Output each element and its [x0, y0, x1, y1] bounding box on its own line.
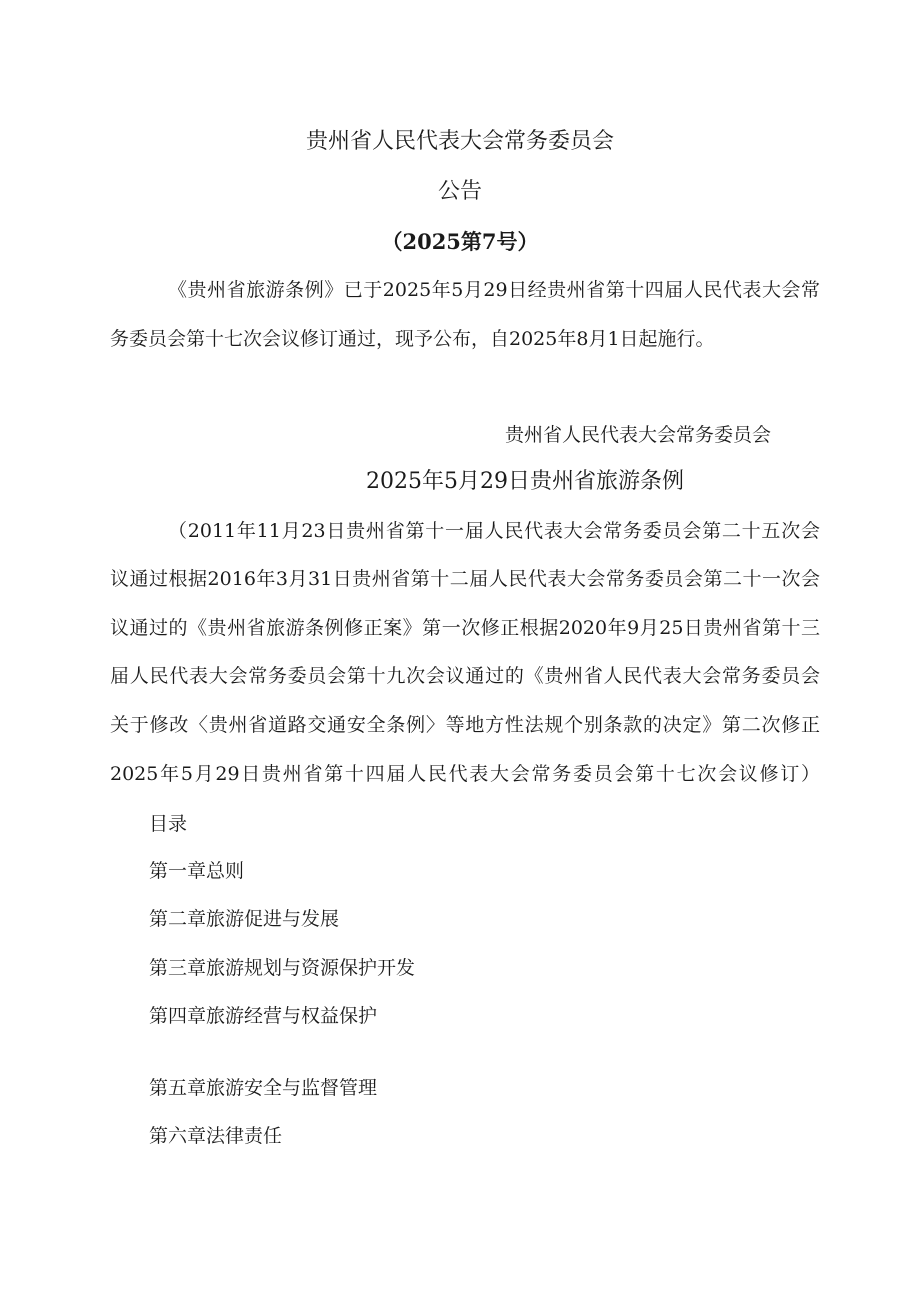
history-line-1: （2011年11月23日贵州省第十一届人民代表大会常务委员会第二十五次会 — [168, 520, 820, 542]
committee-title: 贵州省人民代表大会常务委员会 — [305, 129, 614, 154]
announcement-label: 公告 — [437, 179, 482, 204]
history-line-2: 议通过根据2016年3月31日贵州省第十二届人民代表大会常务委员会第二十一次会 — [110, 568, 820, 590]
announcement-line-2: 务委员会第十七次会议修订通过，现予公布，自2025年8月1日起施行。 — [110, 328, 715, 350]
history-line-4: 届人民代表大会常务委员会第十九次会议通过的《贵州省人民代表大会常务委员会 — [110, 665, 820, 687]
history-line-3: 议通过的《贵州省旅游条例修正案》第一次修正根据2020年9月25日贵州省第十三 — [110, 617, 820, 639]
signature: 贵州省人民代表大会常务委员会 — [505, 424, 772, 446]
announcement-line-1: 《贵州省旅游条例》已于2025年5月29日经贵州省第十四届人民代表大会常 — [168, 279, 820, 301]
toc-heading: 目录 — [149, 813, 188, 835]
history-line-5: 关于修改〈贵州省道路交通安全条例〉等地方性法规个别条款的决定》第二次修正 — [110, 714, 820, 736]
history-line-6: 2025年5月29日贵州省第十四届人民代表大会常务委员会第十七次会议修订） — [110, 763, 820, 785]
issue-number: （2025第7号） — [381, 229, 539, 254]
toc-chapter-2: 第二章旅游促进与发展 — [149, 908, 340, 930]
toc-chapter-3: 第三章旅游规划与资源保护开发 — [149, 957, 416, 979]
toc-chapter-1: 第一章总则 — [149, 860, 245, 882]
regulation-title: 2025年5月29日贵州省旅游条例 — [366, 469, 684, 494]
toc-chapter-5: 第五章旅游安全与监督管理 — [149, 1077, 378, 1099]
toc-chapter-6: 第六章法律责任 — [149, 1125, 283, 1147]
toc-chapter-4: 第四章旅游经营与权益保护 — [149, 1005, 378, 1027]
